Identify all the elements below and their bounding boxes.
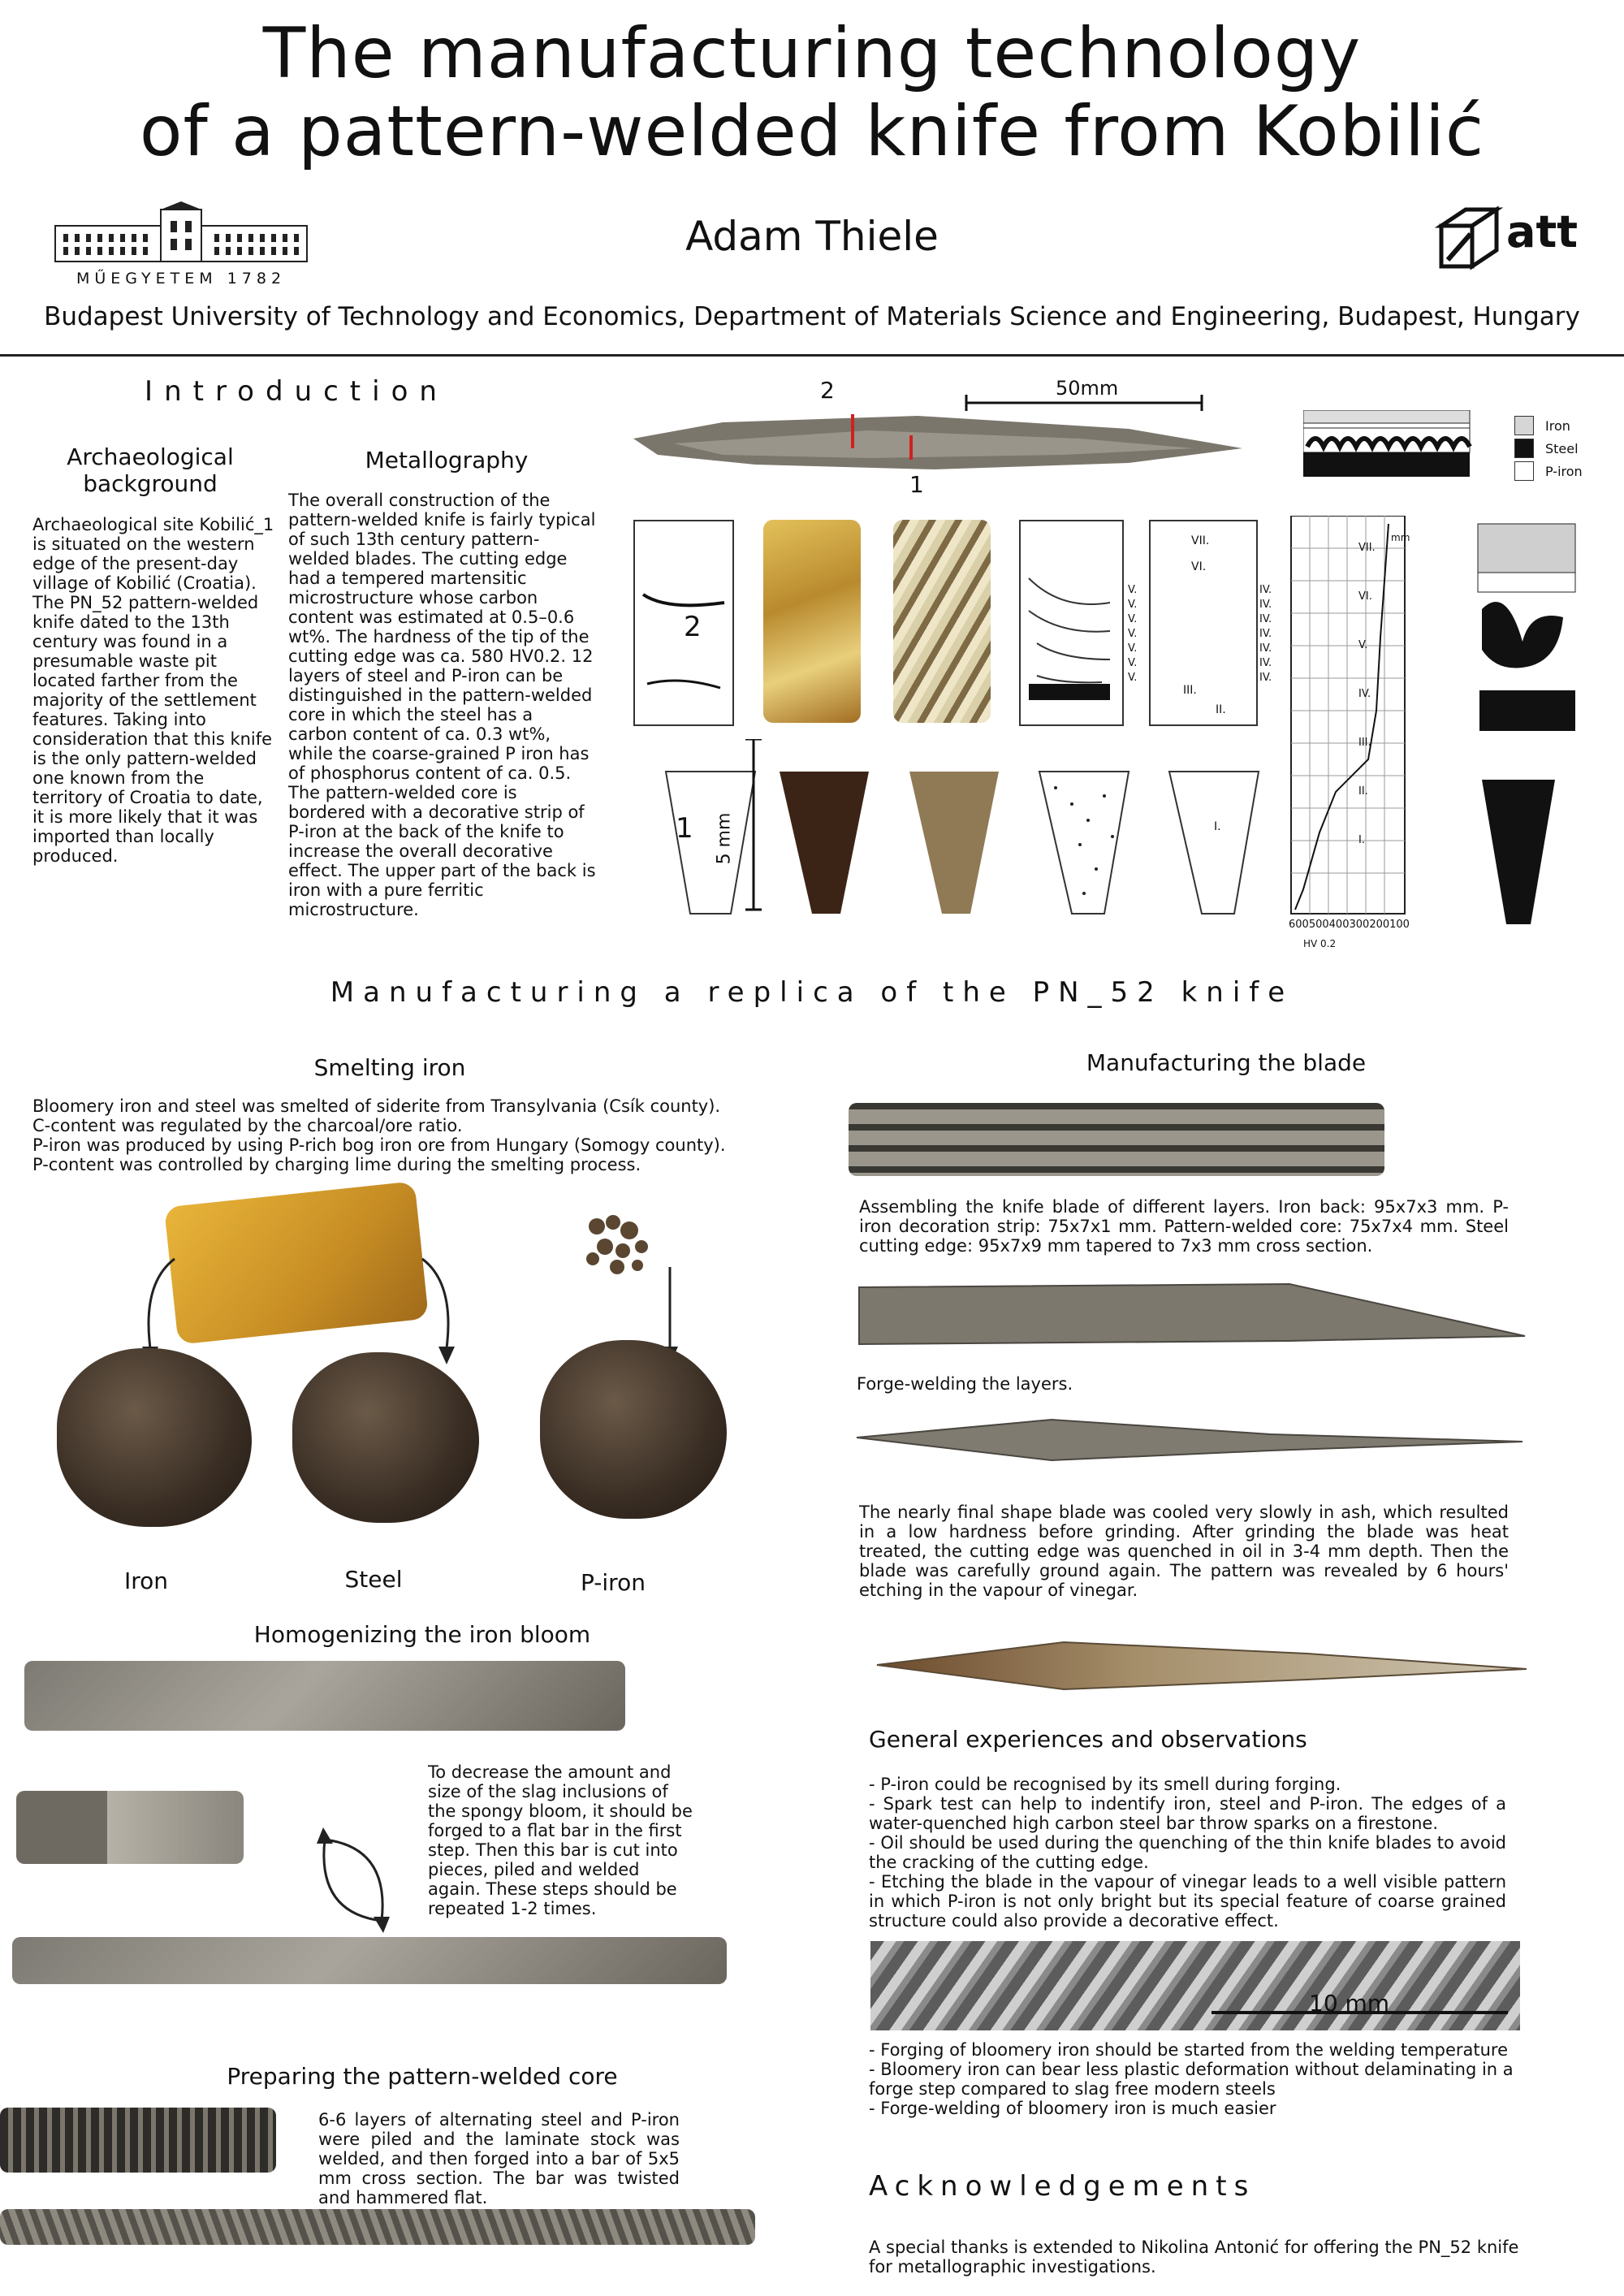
general-heading: General experiences and observations (869, 1726, 1307, 1753)
observation-item: - Forging of bloomery iron should be started from the welding temperature (869, 2040, 1509, 2060)
general-list-2 (869, 2040, 1535, 2118)
tick-label: 100 (1389, 919, 1410, 931)
knife-photo-figure (625, 374, 1315, 504)
zone-label: IV. (1259, 628, 1272, 640)
smelting-heading: Smelting iron (313, 1054, 466, 1081)
tick-label: 400 (1328, 919, 1350, 931)
hardness-profile (1287, 516, 1409, 954)
zone-label: IV. (1259, 613, 1272, 625)
cross-sections-upper (633, 520, 1592, 731)
tick-label: 200 (1369, 919, 1390, 931)
header-divider (0, 354, 1624, 357)
tip-schematic-black (1482, 780, 1555, 926)
zone-label: III. (1183, 684, 1197, 697)
zone-label: IV. (1259, 599, 1272, 611)
archaeological-text: Archaeological site Kobilić_1 is situated on the western edge of the present-day village of Kobilić (Croatia). The PN_52 pattern-welded knife dated to the 13th century was found in a presumable waste pit located farther from the majority of the settlement features. Taking into consideration that this knife is the only pattern-welded one known from the territory of Croatia to date, it is more likely that it was imported than locally produced. (32, 515, 274, 866)
author: Adam Thiele (685, 213, 939, 260)
observation-item: - Etching the blade in the vapour of vinegar leads to a well visible pattern in which P-iron is not only bright but its special feature of coarse grained structure could also provide a decorative effect. (869, 1872, 1506, 1931)
tick-label: 500 (1308, 919, 1329, 931)
legend (1514, 414, 1612, 487)
observation-item: - Bloomery iron can bear less plastic deformation without delaminating in a forge step compared to slag free modern steels (869, 2060, 1514, 2099)
etched-blade-image (869, 1624, 1535, 1697)
smelting-line: P-iron was produced by using P-rich bog iron ore from Hungary (Somogy county). (32, 1135, 726, 1155)
hardness-profile-grid (1287, 516, 1409, 954)
blade-text-3: The nearly final shape blade was cooled very slowly in ash, which resulted in a low hardness before grinding. After grinding the blade was heat treated, the cutting edge was quenched in oil in 3-4 mm depth. Then the blade was carefully ground again. The pattern was revealed by 6 hours' etching in the vapour of vinegar. (859, 1503, 1509, 1600)
zone-label: I. (1358, 834, 1365, 846)
smelting-text (32, 1096, 763, 1174)
hardness-axis-label: mm (1391, 532, 1410, 543)
steel-bloom-image (292, 1352, 479, 1523)
zone-label: IV. (1259, 642, 1272, 655)
legend-label: P-iron (1545, 463, 1583, 479)
zone-label: V. (1128, 657, 1138, 669)
flat-bar-image (24, 1661, 625, 1731)
metallography-text: The overall construction of the pattern-welded knife is fairly typical of such 13th century pattern-welded blades. The cutting edge had a tempered martensitic microstructure whose carbon content was estimated at 0.5–0.6 wt%. The hardness of the tip of the cutting edge was ca. 580 HV0.2. 12 layers of steel and P-iron can be distinguished in the pattern-welded core in which the steel has a carbon content of ca. 0.3 wt%, while the coarse-grained P iron has of phosphorus content of ca. 0.5. The pattern-welded core is bordered with a decorative strip of P-iron at the back of the knife to increase the overall decorative effect. The upper part of the back is iron with a pure ferritic microstructure. (288, 491, 596, 919)
blade-text-1: Assembling the knife blade of different layers. Iron back: 95x7x3 mm. P-iron decoration strip: 75x7x1 mm. Pattern-welded core: 75x7x4 mm. Steel cutting edge: 95x7x9 mm tapered to 7x3 mm cross section. (859, 1197, 1509, 1256)
smelting-line: P-content was controlled by charging lime during the smelting process. (32, 1155, 641, 1174)
title-line-1: The manufacturing technology (262, 13, 1362, 94)
legend-item-p-iron (1514, 460, 1612, 482)
acknowledgements-text: A special thanks is extended to Nikolina Antonić for offering the PN_52 knife for metallographic investigations. (869, 2238, 1519, 2277)
blade-heading: Manufacturing the blade (1086, 1049, 1367, 1076)
section-label: 2 (684, 611, 702, 643)
homogenized-bar-image (12, 1937, 727, 1984)
zone-label: III. (1358, 737, 1371, 749)
smelting-line: Bloomery iron and steel was smelted of siderite from Transylvania (Csík county). (32, 1096, 721, 1116)
archaeological-heading: Archaeological background (67, 443, 234, 497)
etched-pattern-micrograph (870, 1941, 1520, 2030)
tick-label: 600 (1289, 919, 1309, 931)
zone-label: V. (1358, 639, 1368, 651)
p-iron-bloom-image (540, 1340, 727, 1519)
piled-bars-image (16, 1791, 244, 1864)
scale-bar-label: 50mm (1056, 377, 1119, 400)
legend-swatch (1514, 461, 1534, 481)
zone-label: V. (1128, 599, 1138, 611)
general-list-1 (869, 1775, 1506, 1931)
cross-sections-lower (633, 739, 1267, 926)
metallography-heading: Metallography (365, 447, 529, 473)
section-drawing-zones (1128, 520, 1272, 726)
micrograph-section-etched (893, 520, 991, 723)
university-logo-text: MŰEGYETEM 1782 (76, 270, 287, 288)
zone-label: V. (1128, 672, 1138, 684)
section-marker-1: 1 (909, 471, 924, 498)
tick-label: 300 (1349, 919, 1370, 931)
zone-label: VI. (1191, 560, 1207, 573)
legend-item-iron (1514, 414, 1612, 437)
section-label: 1 (676, 812, 693, 845)
zone-label: VII. (1191, 534, 1210, 547)
zone-label: IV. (1259, 657, 1272, 669)
core-heading: Preparing the pattern-welded core (227, 2063, 618, 2090)
section-schematic-colored (1470, 520, 1583, 731)
bloom-label-iron: Iron (123, 1567, 169, 1594)
zone-label: V. (1128, 584, 1138, 596)
zone-label: I. (1214, 820, 1221, 833)
scale-5mm-label: 5 mm (714, 812, 735, 865)
observation-item: - Spark test can help to indentify iron, steel and P-iron. The edges of a water-quenched high carbon steel bar throw sparks on a firestone. (869, 1794, 1506, 1833)
zone-label: VII. (1358, 542, 1376, 554)
section-marker-2: 2 (820, 377, 835, 404)
twisted-bar-image (0, 2209, 755, 2245)
title-line-2: of a pattern-welded knife from Kobilić (139, 91, 1485, 172)
blade-text-2: Forge-welding the layers. (857, 1374, 1073, 1394)
homogenizing-text: To decrease the amount and size of the slag inclusions of the spongy bloom, it should be forged to a flat bar in the first step. Then this bar is cut into pieces, piled and welded again. These steps should be repeated 1-2 times. (428, 1762, 693, 1918)
replica-heading: Manufacturing a replica of the PN_52 knife (330, 976, 1294, 1009)
knife-fragment-image (625, 374, 1315, 504)
hardness-zone-labels (1358, 524, 1376, 865)
zone-label: II. (1216, 703, 1226, 716)
zone-labels-right (1259, 583, 1272, 685)
affiliation: Budapest University of Technology and Economics, Department of Materials Science and Engineering, Budapest, Hungary (44, 302, 1580, 331)
observation-item: - P-iron could be recognised by its smell during forging. (869, 1775, 1341, 1794)
legend-item-steel (1514, 437, 1612, 460)
shaped-blade-image (849, 1397, 1531, 1478)
zone-label: VI. (1358, 590, 1372, 603)
smelting-line: C-content was regulated by the charcoal/ore ratio. (32, 1116, 463, 1135)
legend-label: Steel (1545, 440, 1579, 456)
layer-diagram (1303, 410, 1474, 479)
observation-item: - Oil should be used during the quenching of the thin knife blades to avoid the cracking of the cutting edge. (869, 1833, 1506, 1872)
layer-stack-image (1303, 410, 1474, 479)
legend-swatch (1514, 439, 1534, 458)
section-drawing-2 (633, 520, 734, 726)
cube-icon (1433, 201, 1506, 275)
micrograph-section-color (763, 520, 861, 723)
hardness-unit: HV 0.2 (1303, 938, 1337, 949)
zone-label: IV. (1259, 584, 1272, 596)
layers-assembly-image (849, 1103, 1384, 1176)
acknowledgements-heading: Acknowledgements (869, 2170, 1256, 2203)
bloom-label-steel: Steel (344, 1566, 403, 1593)
forge-welded-blank-image (851, 1279, 1533, 1352)
introduction-heading: Introduction (145, 375, 448, 408)
hardness-ticks (1289, 919, 1409, 931)
zone-label: V. (1128, 628, 1138, 640)
micrograph-scale-label: 10 mm (1309, 1990, 1390, 2017)
zone-label: IV. (1259, 672, 1272, 684)
laminate-stock-image (0, 2108, 276, 2173)
core-text: 6-6 layers of alternating steel and P-iron were piled and the laminate stock was welded, and then forged into a bar of 5x5 mm cross section. The bar was twisted and hammered flat. (318, 2110, 680, 2207)
bloom-label-p-iron: P-iron (581, 1569, 646, 1596)
homogenizing-heading: Homogenizing the iron bloom (253, 1621, 591, 1648)
zone-label: V. (1128, 613, 1138, 625)
zone-labels-left (1128, 583, 1137, 685)
observation-item: - Forge-welding of bloomery iron is much easier (869, 2099, 1276, 2118)
legend-swatch (1514, 416, 1534, 435)
zone-label: IV. (1358, 688, 1371, 700)
zone-label: II. (1358, 785, 1368, 798)
section-drawing-lines (1019, 520, 1124, 726)
att-logo (1433, 201, 1596, 275)
cycle-arrows-icon (309, 1823, 398, 1937)
iron-bloom-image (57, 1348, 252, 1527)
legend-label: Iron (1545, 417, 1570, 434)
zone-label: V. (1128, 642, 1138, 655)
att-logo-text: att (1506, 206, 1579, 257)
